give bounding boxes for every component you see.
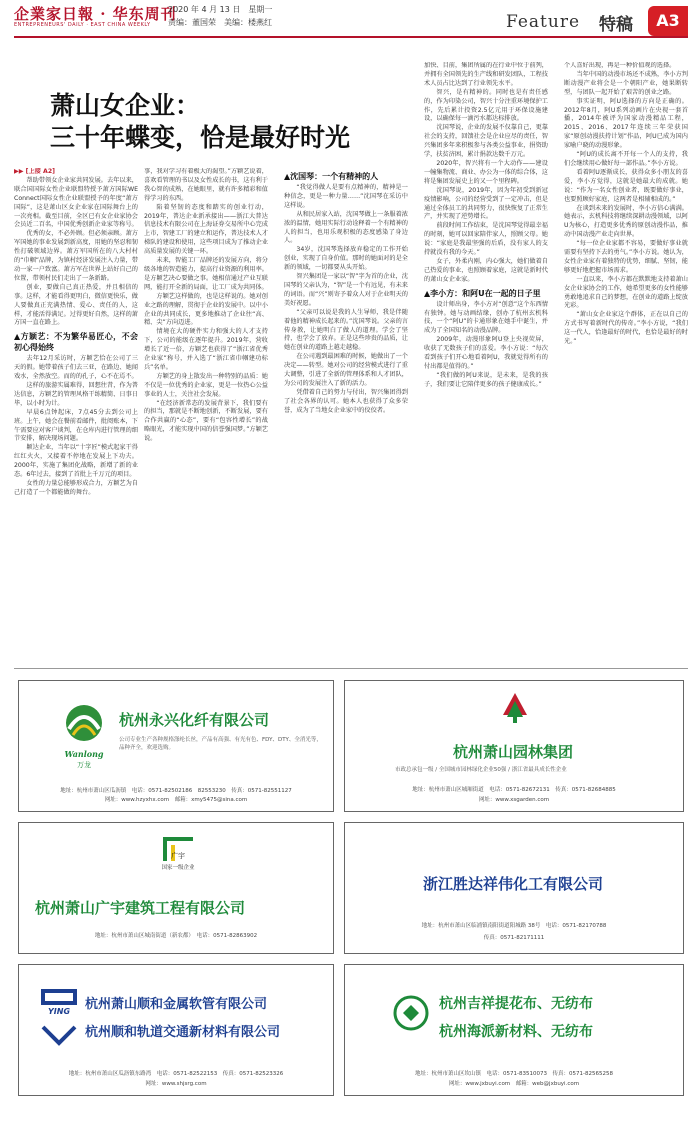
paragraph: 优秀的女，不必外顾。但必须亲顾。萧方军国她的事业发展到新高度，用她的坚忍和韧性打破领域边界。萧方军国所在的八大村村的“巾帼”品牌，为镇村经济发展注入力量，带动一家一户致富。萧方军在世界上站好自己的位置，带领村民们走出了一条新路。 [14,230,138,282]
company-tagline: 公司专业生产各种规格涤纶长丝，产品有高强、有光有色、FDY、DTY、全消光等，品种齐全，欢迎选购。 [119,737,322,751]
paragraph: 事，我对学习有着极大的渴望。”方颖艺说着，喜欢看管理的书以及女性成长的书，这有利于我心智的成熟，在她眼里，就有许多精彩和值得学习的东西。 [144,168,268,202]
section-name-en: Feature [506,12,581,32]
paragraph: 女子，外柔内刚，内心强大，她们做着自己热爱的事业，也照顾着家庭，这就是新时代的萧山女企业家。 [424,257,548,283]
paragraph: 在公司遇到最困难的时候，她做出了一个决定——转型。她对公司的经营模式进行了重大调整，引进了全新的管理体系和人才团队，为公司的发展注入了新的活力。 [284,353,408,387]
subheading-shen-guoqin: ▲沈国琴：一个有精神的人 [284,172,379,181]
paragraph: 未来，智能工厂品牌还的发展方向，将分级各地的智造能力，提高行业资源的利用率。是方颖艺决心要做之事。她相信通过产业互联网，能打开全新的局面，让工厂成为共同体。 [144,257,268,291]
logo-text: YING [47,1007,71,1016]
logo-text-cn: 万龙 [77,761,91,769]
company-web: 网址：www.xsgarden.com [478,797,550,803]
ad-shunhe-metal-hose [18,964,334,1096]
paragraph: 个人喜好出现，再是一种价值观的选择。 [564,62,676,69]
paragraph: 设计师出身，李小方对“创意”这个东西情有独钟。她与动画结缘，创办了杭州玄机科技，一个“阿U”的卡通形象在她手中诞生，并成为了全国知名的动漫品牌。 [424,300,548,335]
company-name-1: 杭州萧山顺和金属软管有限公司 [85,997,268,1012]
paragraph: 凭借着自己的努力与付出，智兴集团得到了社会各界的认可。她本人也获得了众多荣誉，成为了当地女企业家中的佼佼者。 [284,388,408,414]
company-web: 网址：www.hzyxhx.com 邮箱：xmy5475@sina.com [104,797,248,803]
paragraph: 创业，要做自己真正热爱，并且相信的事。这样，才能看得更明白，微信更快乐，做人要做真正充满热情、爱心、责任的人，这样，才能活得满足。过得更好自然，这样的萧方国一直在路上。 [14,283,138,327]
paragraph: “萧山女企业家这个群体，正在以自己的方式书写着新时代的传奇。”李小方说，“我们这一代人，恰逢最好的时代，也恰是最好的时光。” [564,311,688,346]
continued-from-byline: ▶▶ [上接 A2] [14,168,55,175]
jixiang-logo [393,995,429,1031]
company-name: 浙江胜达祥伟化工有限公司 [423,875,604,893]
masthead-subtitle: ENTREPRENEURS' DAILY · EAST CHINA WEEKLY [14,22,151,28]
company-address: 地址：杭州市萧山区城南街道（新农都） 电话：0571-82863902 [94,933,258,939]
ad-guangyu-construction [18,822,334,954]
paragraph: 颖达企业，当年以“十字匠”模式起家干得红红火火，又接着不停地在发展上下功夫。2000年，实施了集团化战略，新增了新的业态。6年过去，接到了首批上千万元的项目。 [14,444,138,479]
paragraph: 方颖艺的身上散发出一种特别的品质：她不仅是一位优秀的企业家，更是一位热心公益事业的人士，关注社会发展。 [144,372,268,398]
paragraph: 看着阿U逐渐成长，获得众多小朋友的喜爱，李小方觉得，这就是她最大的成就。她说：“作为一名女性创业者，既要做好事业，也要照顾好家庭，这两者是相辅相成的。” [564,168,688,203]
paragraph: 2009年，动漫形象阿U登上央视荧屏，收获了无数孩子们的喜爱。李小方说：“每次看到孩子们开心地看着阿U，我就觉得所有的付出都是值得的。” [424,336,548,370]
paragraph: 帮助带领女企业家共同发展。去年以来，联合国国际女性企业联盟特授予萧方国际WE Connect国际女性企业联盟授予的年度“萧方国际”，这是萧山区女企业家在国际舞台上的一次亮相。截至目前，全区已有女企业家协会会员近二百名，中国优秀创新企业家等称号。 [14,176,138,229]
paragraph: “阿U的成长离不开每一个人的支持，我们会继续用心做好每一部作品。”李小方说。 [564,151,688,167]
article-column-5 [564,62,688,654]
company-fax: 传真：0571-82171111 [483,935,545,941]
company-tagline: 市政总承包一级 / 全国城市园林绿化企业50强 / 浙江省最具成长性企业 [395,767,567,773]
paragraph: 2020年，智兴将有一个大动作——建设一幢集物流、商业、办公为一体的综合体，这将是集团发展史上的又一个里程碑。 [424,159,548,185]
ad-shengda-xiangwei-chemical [344,822,684,954]
garden-logo [497,689,533,725]
paragraph: 智兴集团是一家以“智”字为首的企业，沈国琴的父亲认为，“智”是一个有远见，有未来的词语。而“兴”则寄予着众人对于企业明天的美好祝愿。 [284,273,408,307]
paragraph: 早晨6点钟起床，7点45分去到公司上班。上午，她会在餐前看邮件，批阅账本，下午需要应对客户谈判，在仓库内进行管理的细节安排，解决现场问题。 [14,408,138,443]
paragraph: 从和民居家入站，沈国琴做上一条服着浓浓的温情，她用实际行动诠释着一个有精神的人的担当，也用乐观积极的态度感染了身边人。 [284,210,408,245]
guangyu-logo [153,833,203,883]
company-name: 杭州萧山广宇建筑工程有限公司 [35,899,246,917]
paragraph: 女性的力量总能够形成合力，方颖艺为自己打造了一个都能做的舞台。 [14,480,138,496]
paragraph: “父亲可以说是我的人生导师，我是伴随着他的精神成长起来的。”沈国琴说。父亲的言传身教，让她明白了做人的道理。学会了坚持，也学会了放弃。正是这些珍贵的品质，让她在创业的道路上越走越稳。 [284,308,408,352]
paragraph: 方颖艺这样做的，也是这样说的。她对创业之路的理解，贯彻于企业的发展中。以中小企业的共同成长，更多地推动了企业往“高、精、尖”方向迈进。 [144,292,268,327]
company-address: 地址：杭州市萧山区瓜沥镇 电话：0571-82502186 82553230 传真：0571-82551127 [60,788,292,794]
article-title [50,90,350,154]
paragraph: 事实证明，阿U选择的方向是正确的。2012年8月，阿U系列动画片在央视一套首播，2014年被评为国家动漫精品工程，2015、2016、2017年连续三年荣获国家“原创动漫扶持计划”作品，阿U已成为国内家喻户晓的动漫形象。 [564,97,688,150]
editors: 责编：董国荣 美编：楼燕红 [168,18,272,27]
paragraph: “我觉得做人是要有点精神的，精神是一种信念，更是一种力量……”沈国琴在采访中这样说。 [284,184,408,209]
title-line-2: 三十年蝶变，恰是最好时光 [50,123,351,152]
section-name-cn: 特稿 [599,15,633,35]
logo-text: Wanlong [64,749,104,759]
paragraph: 在谈到未来的发展时，李小方信心满满。她表示，玄机科技将继续深耕动漫领域，以阿U为核心，打造更多优秀的原创动漫作品，推动中国动漫产业走向世界。 [564,204,688,239]
paragraph: 一直以来，李小方都在默默地支持着萧山女企业家协会的工作，她希望更多的女性能够勇敢地追求自己的梦想，在创业的道路上绽放光彩。 [564,275,688,310]
page-header [0,0,699,38]
paragraph: 沈国琴说，2019年，因为年初受到新冠疫情影响，公司的经营受到了一定冲击，但是通过全体员工的共同努力，很快恢复了正常生产，并实现了逆势增长。 [424,186,548,221]
paragraph: 去年12月采访时，方颖艺恰在公司了三天的假。她带着孩子们去三亚，在路边、她闻戏水，全然放空。而的的孔子，心不在焉不。 [14,355,138,381]
company-name: 杭州萧山园林集团 [453,743,574,761]
article-column-4 [424,62,548,654]
company-web: 网址：www.jxbuyi.com 邮箱：web@jxbuyi.com [448,1081,580,1087]
masthead: 企業家日報 · 华东周刊 [14,5,177,23]
paragraph: 沈国琴说，企业的发展不仅靠自己，更靠社会的支持，回馈社会是企业应尽的责任，智兴集团多年来积极参与各类公益事业，捐资助学，扶贫济困，累计捐款达数千万元。 [424,124,548,159]
paragraph: 智兴，是有精神的。同时也是有责任感的，作为印染公司，智兴十分注重环境保护工作，先后累计投资2.5亿元用于环保设施建设，以确保每一滴污水都达标排放。 [424,88,548,123]
paragraph: 情境在大的硬件实力和强大的人才支持下，公司的能级在逐年提升。2019年，营收增长了近一倍，方颖艺也获得了“浙江省优秀企业家”称号，并入选了“浙江省巾帼建功标兵”名单。 [144,328,268,371]
header-rule [14,36,688,38]
company-address: 地址：杭州市萧山区临浦镇南阳街道阳城路 38号 电话：0571-82170788 [421,923,607,929]
company-name: 杭州永兴化纤有限公司 [119,711,270,729]
title-line-1: 萧山女企业： [50,91,201,120]
ad-jixiang-nonwoven [344,964,684,1096]
article-column-2 [144,168,268,653]
paragraph: “我们做的阿U来说，是未来，是我的孩子，我们要让它陪伴更多的孩子健康成长。” [424,371,548,388]
article-column-1 [14,168,138,653]
page-number-tab: A3 [648,6,688,36]
paragraph: “在经济新常态的发展背景下，我们要有的担当，那就是不断地创新，不断发展，要有合作共赢的“心态”，要有“包容性增长”的战略眼光，才能实现中国的信誉强国梦。”方颖艺说。 [144,399,268,443]
issue-date: 2020 年 4 月 13 日 星期一 [168,5,273,14]
article-column-3 [284,168,408,653]
paragraph: 这样的旅游实属难得，回想往昔，作为普达信息，方颖艺的管理风格干练精简、日事日毕，以小时为计。 [14,382,138,407]
company-name-2: 杭州顺和轨道交通新材料有限公司 [85,1025,281,1040]
logo-text-cn: 广宇 [171,852,185,860]
company-web: 网址：www.shjsrg.com [145,1081,207,1087]
shunhe-logo [39,987,79,1049]
ads-divider [14,668,688,669]
paragraph: “每一位企业家都不容易，要做好事业就需要有坚持下去的勇气。”李小方说。她认为，女性企业家有着独特的优势，细腻、坚韧，能够更好地把握市场需求。 [564,240,688,274]
paragraph: 加快、目前，集团所属的在行业中位于前列，并拥有全国领先的生产线和研发团队，工程技术人员占比达到了行业领先水平。 [424,62,548,87]
company-address: 地址：杭州市萧山区坎山镇 电话：0571-83510073 传真：0571-82565258 [415,1071,613,1077]
paragraph: 陷着坚韧的态度和踏实的创业行动，2019年，普达企业新承接出——浙江大普达信息技术有限公司在上海证券交易所中心完成上市，智建工厂的建立和运作，普达技术人才梯队的建设和使用，这些项目成为了推动企业高质量发展的关键一环。 [144,203,268,256]
company-name-2: 杭州海派新材料、无纺布 [439,1024,593,1040]
paragraph: 当年中国的动漫市场还不成熟，李小方判断动漫产业将会是一个朝阳产业，她果断转型，与团队一起开始了艰苦的创业之路。 [564,70,688,96]
company-address: 地址：杭州市萧山区城厢街道 电话：0571-82672131 传真：0571-82684885 [412,787,616,793]
company-address: 地址：杭州市萧山区瓜沥镇东路湾 电话：0571-82522153 传真：0571-82523326 [68,1071,284,1077]
paragraph: 34岁，沈国琴选择放弃稳定的工作开始创业，实现了自身价值。那时的她面对的是全新的领域，一切都要从头开始。 [284,246,408,272]
paragraph: 前段时间工作结束，是沈国琴觉得最幸福的时刻，她可以回家陪伴家人，照顾父母。她说：“家庭是我最坚强的后盾，没有家人的支持就没有我的今天。” [424,222,548,257]
logo-subtext: 国家一级企业 [161,865,195,871]
wanlong-logo [57,701,111,771]
ad-yongxing-chemical-fiber [18,680,334,812]
company-name-1: 杭州吉祥提花布、无纺布 [439,996,593,1012]
ad-xiaoshan-garden-group [344,680,684,812]
subheading-fang-yingyi: ▲方颖艺：不为繁华易匠心，不会初心得始终 [14,332,138,353]
subheading-li-xiaofang: ▲李小方：和阿U在一起的日子里 [424,288,541,298]
